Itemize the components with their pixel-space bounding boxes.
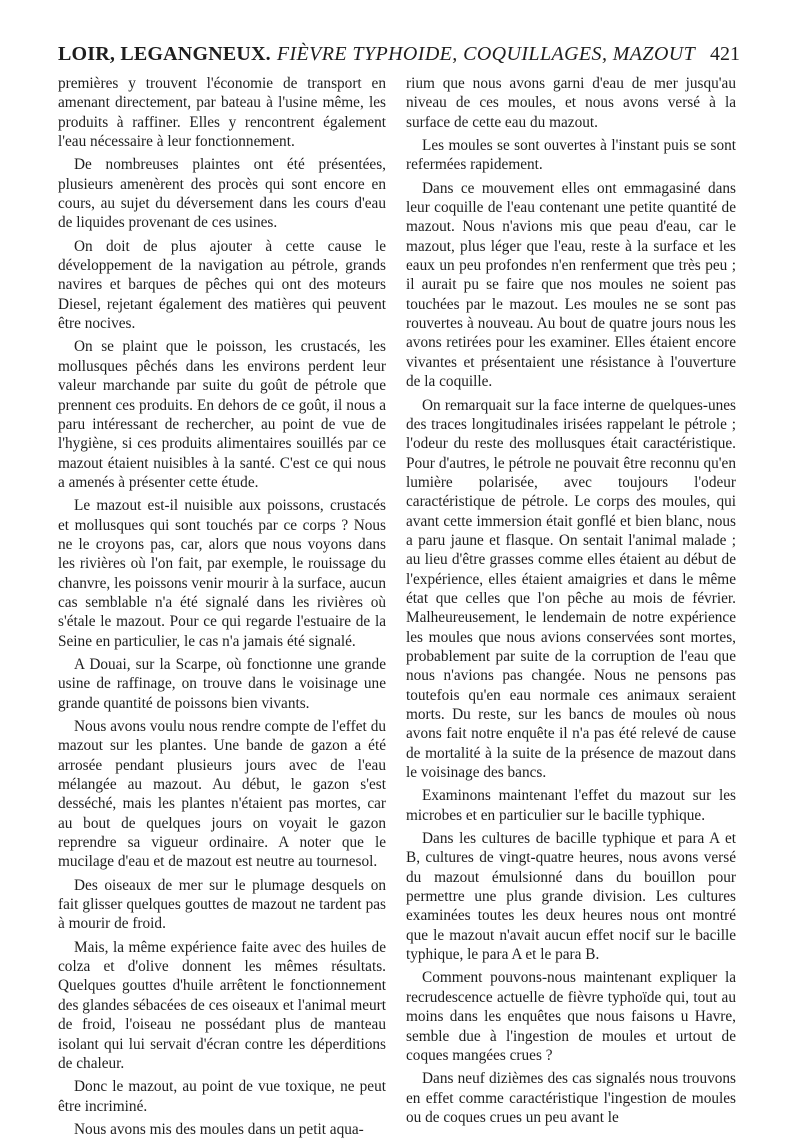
paragraph: Nous avons mis des moules dans un petit aqua- <box>74 1120 364 1138</box>
left-column <box>58 74 386 1143</box>
paragraph: rium que nous avons garni d'eau de mer jusqu'au niveau de ces moules, et nous avons versé à la surface de cette eau du mazout. <box>406 75 736 131</box>
paragraph: On remarquait sur la face interne de quelques-unes des traces longitudinales irisées rappelant le pétrole ; l'odeur du reste des mollusques était caractéristique. Pour d'autres, le pétrole ne pouvait être reconnu qu'en lumière polarisée, avec toujours l'odeur caractéristique de pétrole. Le corps des moules, qui avant cette immersion était gonflé et bien blanc, nous a paru jaune et flasque. On sentait l'animal malade ; au lieu d'être grasses comme elles étaient au début de l'expérience, elles étaient amaigries et dans le même état que celles que l'on pêche au mois de février. Malheureusement, le lendemain de notre expérience les moules que nous avions conservées sont mortes, probablement par suite de la corruption de l'eau que nous n'avions pas changée. Nous ne pensons pas toutefois qu'en eau normale ces animaux seraient morts. Du reste, sur les bancs de moules où nous avons fait notre enquête il n'a pas été relevé de cause de mortalité à la suite de la présence de mazout dans le voisinage des bancs. <box>406 396 736 782</box>
paragraph: Dans les cultures de bacille typhique et para A et B, cultures de vingt-quatre heures, nous avons versé du mazout émulsionné dans du bouillon pour permettre une plus grande division. Les cultures examinées toutes les deux heures nous ont montré que le mazout n'avait aucun effet nocif sur le bacille typhique, le para A et le para B. <box>406 830 736 964</box>
paragraph: Donc le mazout, au point de vue toxique, ne peut être incriminé. <box>58 1078 386 1115</box>
paragraph: A Douai, sur la Scarpe, où fonctionne une grande usine de raffinage, on trouve dans le voisinage une grande quantité de poissons bien vivants. <box>58 655 386 712</box>
header-title: FIÈVRE TYPHOIDE, COQUILLAGES, MAZOUT <box>276 43 696 65</box>
right-column <box>406 74 736 1131</box>
paragraph: Mais, la même expérience faite avec des huiles de colza et d'olive donnent les mêmes résultats. Quelques gouttes d'huile arrêtent le fonctionnement des glandes sébacées de ces oiseaux et l'animal meurt de froid, l'oiseau ne possédant plus de manteau isolant qui lui servait d'écran contre les déperditions de chaleur. <box>58 938 386 1072</box>
paragraph: Les moules se sont ouvertes à l'instant puis se sont refermées rapidement. <box>406 137 736 174</box>
paragraph: Examinons maintenant l'effet du mazout sur les microbes et en particulier sur le bacille typhique. <box>406 787 736 824</box>
paragraph: Le mazout est-il nuisible aux poissons, crustacés et mollusques qui sont touchés par ce corps ? Nous ne le croyons pas, car, alors que nous voyons dans les rivières où l'on fait, par exemple, le rouissage du chanvre, les poissons venir mourir à la surface, aucun cas semblable n'a été signalé dans les rivières où s'étale le mazout. Pour ce qui regarde l'estuaire de la Seine en particulier, le cas n'a jamais été signalé. <box>58 497 386 650</box>
paragraph: Dans ce mouvement elles ont emmagasiné dans leur coquille de l'eau contenant une petite quantité de mazout. Nous n'avions mis que peau d'eau, car le mazout, plus léger que l'eau, reste à la surface et les eaux un peu profondes n'en renferment que très peu ; il aurait pu se faire que nos moules ne soient pas touchées par le mazout. Les moules ne se sont pas rouvertes à nouveau. Au bout de quatre jours nous les avons retirées pour les examiner. Elles étaient encore vivantes et présentaient une résistance à l'ouverture de la coquille. <box>406 179 736 391</box>
header-authors: LOIR, LEGANGNEUX. <box>58 43 271 65</box>
paragraph: On se plaint que le poisson, les crustacés, les mollusques pêchés dans les environs perdent leur valeur marchande par suite du goût de pétrole que prennent ces produits. En dehors de ce goût, il nous a paru intéressant de rechercher, au point de vue de l'hygiène, si ces produits alimentaires souillés par ce mazout étaient nuisibles à la santé. C'est ce qui nous a amenés à présenter cette étude. <box>58 338 386 491</box>
paragraph: premières y trouvent l'économie de transport en amenant directement, par bateau à l'usine même, les produits à raffiner. Elles y rencontrent également l'eau nécessaire à leur fonctionnement. <box>58 75 386 151</box>
paragraph: Dans neuf dizièmes des cas signalés nous trouvons en effet comme caractéristique l'ingestion de moules ou de coques crues un peu avant le <box>406 1070 736 1126</box>
paragraph: De nombreuses plaintes ont été présentées, plusieurs amenèrent des procès qui sont encore en cours, au sujet du déversement dans les cours d'eau de liquides provenant de ces usines. <box>58 156 386 232</box>
paragraph: Comment pouvons-nous maintenant expliquer la recrudescence actuelle de fièvre typhoïde qui, tout au moins dans les enquêtes que nous faisons u Havre, semble due à l'ingestion de moules et urtout de coques mangées crues ? <box>406 969 736 1064</box>
paragraph: Des oiseaux de mer sur le plumage desquels on fait glisser quelques gouttes de mazout ne tardent pas à mourir de froid. <box>58 876 386 933</box>
paragraph: On doit de plus ajouter à cette cause le développement de la navigation au pétrole, grands navires et barques de pêches qui ont des moteurs Diesel, rejetant également des matières qui peuvent être nocives. <box>58 237 386 333</box>
page-number: 421 <box>710 43 740 65</box>
paragraph: Nous avons voulu nous rendre compte de l'effet du mazout sur les plantes. Une bande de gazon a été arrosée pendant plusieurs jours avec de l'eau mélangée au mazout. Au début, le gazon s'est desséché, mais les plantes n'étaient pas mortes, car au bout de quelques jours on voyait le gazon reprendre sa vigueur ordinaire. A noter que le mucilage d'eau et de mazout est neutre au tournesol. <box>58 718 386 871</box>
running-header <box>58 40 740 70</box>
